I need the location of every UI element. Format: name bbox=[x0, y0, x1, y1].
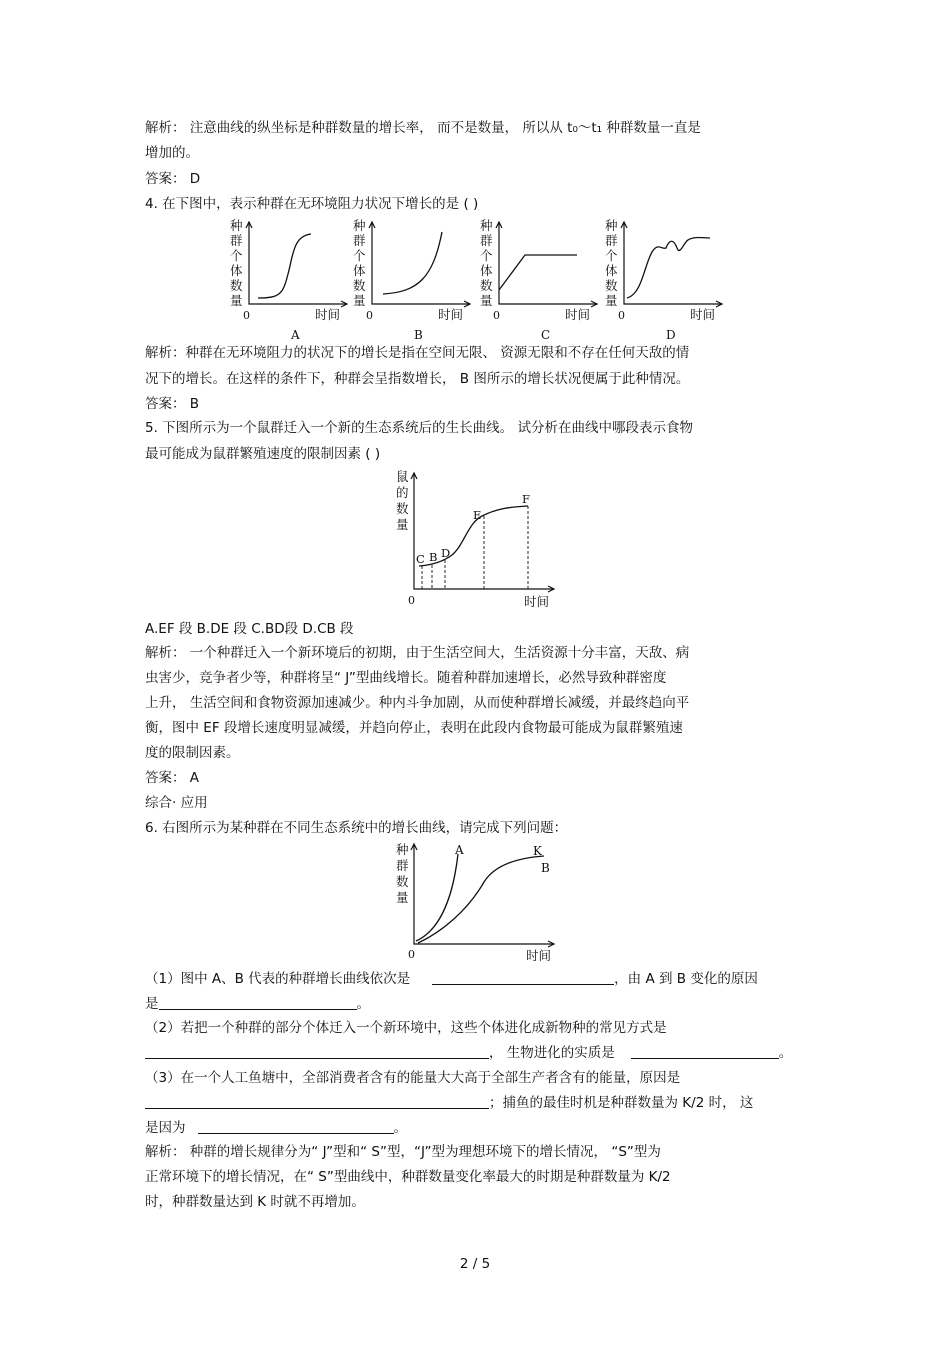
svg-text:的: 的 bbox=[396, 485, 409, 500]
q6-sub1-line1 bbox=[145, 970, 758, 988]
q4-figure bbox=[225, 218, 735, 344]
svg-text:数: 数 bbox=[396, 501, 409, 516]
svg-text:种: 种 bbox=[605, 218, 618, 233]
q3-analysis-line2: 增加的。 bbox=[145, 145, 199, 161]
svg-text:0: 0 bbox=[408, 594, 415, 607]
svg-text:个: 个 bbox=[353, 248, 366, 263]
q5-analysis-line4: 衡，图中 EF 段增长速度明显减缓，并趋向停止，表明在此段内食物最可能成为鼠群繁殖速 bbox=[145, 720, 683, 736]
q5-analysis-line2: 虫害少，竞争者少等，种群将呈“ J”型曲线增长。随着种群加速增长，必然导致种群密度 bbox=[145, 670, 667, 686]
svg-text:时间: 时间 bbox=[315, 307, 341, 322]
q6-curve-a bbox=[416, 854, 458, 941]
q6-sub1-text2: ，由 A 到 B 变化的原因 bbox=[614, 971, 758, 987]
svg-text:体: 体 bbox=[605, 263, 618, 278]
svg-text:F: F bbox=[522, 492, 530, 506]
svg-text:数: 数 bbox=[353, 278, 366, 293]
q6-analysis-line1: 解析： 种群的增长规律分为“ J”型和“ S”型，“J”型为理想环境下的增长情况， “S”型为 bbox=[145, 1144, 661, 1160]
svg-text:种: 种 bbox=[480, 218, 493, 233]
q6-sub3-blank-because[interactable] bbox=[198, 1119, 394, 1134]
q6-sub1-text3: 是 bbox=[145, 996, 159, 1012]
q4-analysis-line2: 况下的增长。在这样的条件下，种群会呈指数增长， B 图所示的增长状况便属于此种情况。 bbox=[145, 371, 690, 387]
svg-text:D: D bbox=[441, 546, 451, 560]
svg-text:体: 体 bbox=[480, 263, 493, 278]
svg-text:体: 体 bbox=[353, 263, 366, 278]
q4-analysis-line1: 解析：种群在无环境阻力的状况下的增长是指在空间无限、 资源无限和不存在任何天敌的情 bbox=[145, 345, 690, 361]
q6-sub3-line1: （3）在一个人工鱼塘中，全部消费者含有的能量大大高于全部生产者含有的能量，原因是 bbox=[145, 1070, 681, 1086]
svg-text:种: 种 bbox=[353, 218, 366, 233]
svg-text:量: 量 bbox=[396, 517, 409, 532]
q6-sub3-text2: 是因为 bbox=[145, 1120, 186, 1136]
svg-text:群: 群 bbox=[353, 233, 366, 248]
q6-analysis-line3: 时，种群数量达到 K 时就不再增加。 bbox=[145, 1194, 365, 1210]
svg-text:0: 0 bbox=[618, 309, 625, 322]
section-heading: 综合· 应用 bbox=[145, 795, 208, 811]
svg-text:鼠: 鼠 bbox=[396, 469, 409, 484]
q6-sub3-text: ；捕鱼的最佳时机是种群数量为 K/2 时， 这 bbox=[489, 1095, 754, 1111]
q6-sub2-blank-essence[interactable] bbox=[631, 1044, 779, 1059]
svg-text:B: B bbox=[414, 328, 423, 342]
svg-text:体: 体 bbox=[230, 263, 243, 278]
svg-text:个: 个 bbox=[605, 248, 618, 263]
page-number: 2 / 5 bbox=[459, 1256, 491, 1272]
svg-text:种: 种 bbox=[396, 842, 409, 857]
q6-sub1-line2 bbox=[145, 995, 370, 1013]
svg-text:种: 种 bbox=[230, 218, 243, 233]
q4-curve-d bbox=[627, 238, 710, 299]
q6-sub1-text: （1）图中 A、B 代表的种群增长曲线依次是 bbox=[145, 971, 411, 987]
q6-sub3-line3 bbox=[145, 1119, 407, 1137]
svg-text:0: 0 bbox=[493, 309, 500, 322]
svg-text:数: 数 bbox=[480, 278, 493, 293]
q5-analysis-line1: 解析： 一个种群迁入一个新环境后的初期，由于生活空间大，生活资源十分丰富，天敌、病 bbox=[145, 645, 690, 661]
q4-panel-a bbox=[230, 218, 347, 342]
q5-question-line1: 5. 下图所示为一个鼠群迁入一个新的生态系统后的生长曲线。 试分析在曲线中哪段表示食物 bbox=[145, 420, 693, 436]
svg-text:时间: 时间 bbox=[526, 948, 552, 963]
q6-sub2-text2: 。 bbox=[778, 1045, 793, 1061]
svg-text:K: K bbox=[533, 844, 542, 858]
q4-panel-c bbox=[480, 218, 597, 342]
svg-text:个: 个 bbox=[480, 248, 493, 263]
q4-curve-b bbox=[383, 232, 442, 294]
q4-curve-a bbox=[258, 234, 311, 298]
q6-sub3-line2 bbox=[145, 1094, 753, 1112]
q4-panel-d bbox=[605, 218, 722, 342]
q3-analysis-line1: 解析： 注意曲线的纵坐标是种群数量的增长率， 而不是数量， 所以从 t₀～t₁ 种群数量一直是 bbox=[145, 120, 701, 136]
svg-text:量: 量 bbox=[605, 293, 618, 308]
svg-text:群: 群 bbox=[605, 233, 618, 248]
svg-text:0: 0 bbox=[366, 309, 373, 322]
q5-analysis-line3: 上升， 生活空间和食物资源加速减少。种内斗争加剧，从而使种群增长减缓，并最终趋向平 bbox=[145, 695, 690, 711]
svg-text:A: A bbox=[455, 843, 464, 857]
q6-curve-b bbox=[418, 856, 544, 943]
q6-sub1-text4: 。 bbox=[356, 996, 370, 1012]
svg-text:0: 0 bbox=[243, 309, 250, 322]
q3-answer: 答案： D bbox=[145, 171, 201, 187]
svg-text:群: 群 bbox=[480, 233, 493, 248]
q5-question-line2: 最可能成为鼠群繁殖速度的限制因素 ( ) bbox=[145, 446, 381, 462]
q6-sub2-line2 bbox=[145, 1044, 792, 1062]
q6-sub1-blank-curves[interactable] bbox=[432, 970, 614, 985]
q5-options: A.EF 段 B.DE 段 C.BD段 D.CB 段 bbox=[145, 621, 354, 637]
q6-sub3-blank-reason[interactable] bbox=[145, 1094, 489, 1109]
svg-text:数: 数 bbox=[396, 874, 409, 889]
svg-text:时间: 时间 bbox=[690, 307, 716, 322]
q6-sub3-text3: 。 bbox=[393, 1120, 407, 1136]
svg-text:C: C bbox=[541, 328, 551, 342]
q6-sub2-blank-speciation[interactable] bbox=[145, 1044, 489, 1059]
q6-question: 6. 右图所示为某种群在不同生态系统中的增长曲线，请完成下列问题： bbox=[145, 820, 568, 836]
q4-panel-b bbox=[353, 218, 470, 342]
q5-analysis-line5: 度的限制因素。 bbox=[145, 745, 240, 761]
svg-text:C: C bbox=[416, 552, 425, 566]
svg-text:0: 0 bbox=[408, 948, 415, 961]
svg-text:群: 群 bbox=[230, 233, 243, 248]
q6-sub2-text: ， 生物进化的实质是 bbox=[489, 1045, 615, 1061]
q6-sub1-blank-reason[interactable] bbox=[159, 995, 357, 1010]
svg-text:时间: 时间 bbox=[438, 307, 464, 322]
svg-text:量: 量 bbox=[480, 293, 493, 308]
svg-text:数: 数 bbox=[605, 278, 618, 293]
svg-text:量: 量 bbox=[230, 293, 243, 308]
q4-curve-c bbox=[499, 255, 577, 290]
svg-text:B: B bbox=[541, 861, 550, 875]
q4-answer: 答案： B bbox=[145, 396, 200, 412]
svg-text:B: B bbox=[429, 550, 438, 564]
svg-text:群: 群 bbox=[396, 858, 409, 873]
svg-text:时间: 时间 bbox=[524, 594, 550, 609]
q6-analysis-line2: 正常环境下的增长情况，在“ S”型曲线中，种群数量变化率最大的时期是种群数量为 K/2 bbox=[145, 1169, 671, 1185]
q4-question: 4. 在下图中，表示种群在无环境阻力状况下增长的是 ( ) bbox=[145, 196, 479, 212]
q5-answer: 答案： A bbox=[145, 770, 200, 786]
svg-text:数: 数 bbox=[230, 278, 243, 293]
q6-figure bbox=[392, 840, 562, 966]
svg-text:D: D bbox=[666, 328, 676, 342]
q6-sub2-line1: （2）若把一个种群的部分个体迁入一个新环境中，这些个体进化成新物种的常见方式是 bbox=[145, 1020, 667, 1036]
svg-text:E: E bbox=[473, 508, 482, 522]
svg-text:量: 量 bbox=[396, 890, 409, 905]
svg-text:A: A bbox=[291, 328, 300, 342]
svg-text:个: 个 bbox=[230, 248, 243, 263]
svg-text:时间: 时间 bbox=[565, 307, 591, 322]
svg-text:量: 量 bbox=[353, 293, 366, 308]
q5-figure bbox=[392, 467, 562, 612]
